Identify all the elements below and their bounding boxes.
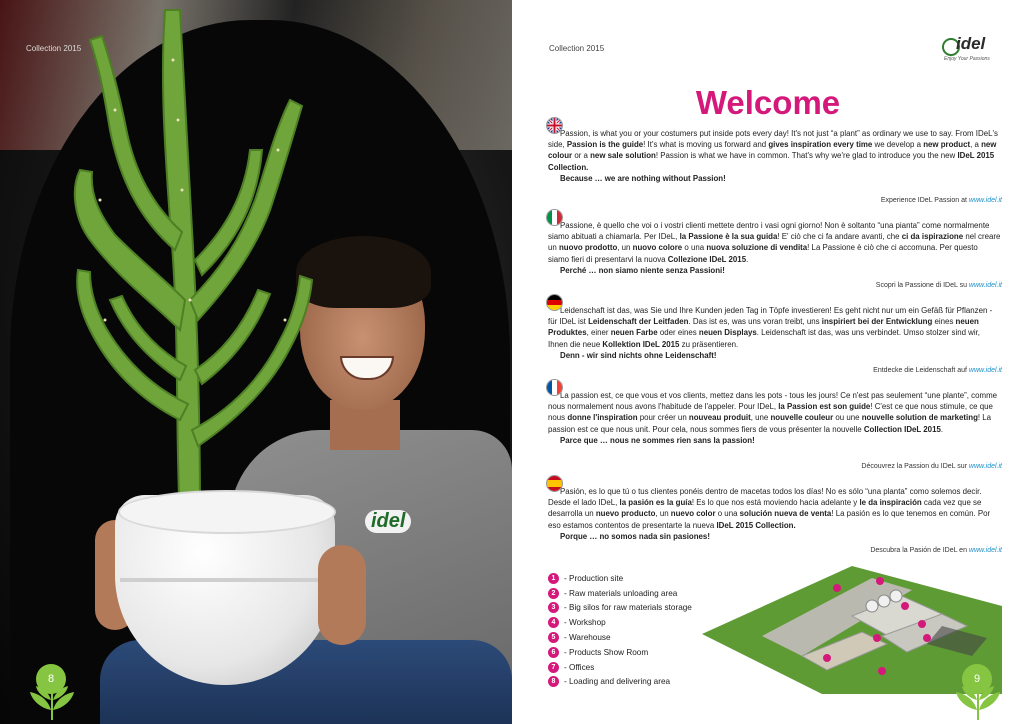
map-marker xyxy=(833,584,841,592)
link-label: Descubra la Pasión de IDeL en xyxy=(870,547,967,554)
link-label: Experience IDeL Passion at xyxy=(880,197,967,204)
legend-item xyxy=(548,630,692,645)
section-english xyxy=(548,128,1001,184)
legend-label: - Workshop xyxy=(564,618,606,628)
section-closing: Porque … no somos nada sin pasiones! xyxy=(560,531,710,541)
page-number-left xyxy=(28,660,74,720)
germany-flag-icon xyxy=(546,294,563,311)
section-closing: Perché … non siamo niente senza Passioni! xyxy=(560,265,725,275)
cactus-plant xyxy=(30,0,330,520)
website-link[interactable]: www.idel.it xyxy=(968,463,1002,470)
page-number-badge: 9 xyxy=(962,664,992,694)
section-link-spanish xyxy=(870,547,1002,554)
legend-item xyxy=(548,601,692,616)
legend-label: - Production site xyxy=(564,573,624,583)
italy-flag-icon xyxy=(546,209,563,226)
page-title: Welcome xyxy=(695,84,841,121)
map-marker xyxy=(918,620,926,628)
website-link[interactable]: www.idel.it xyxy=(968,282,1002,289)
legend-number-badge: 6 xyxy=(548,647,559,658)
section-link-french xyxy=(861,463,1002,470)
pot-rim xyxy=(118,490,336,534)
legend-number-badge: 7 xyxy=(548,662,559,673)
legend-item xyxy=(548,675,692,690)
legend-number-badge: 8 xyxy=(548,676,559,687)
website-link[interactable]: www.idel.it xyxy=(968,547,1002,554)
shirt-logo: idel xyxy=(365,510,411,533)
legend-item xyxy=(548,660,692,675)
map-marker xyxy=(823,654,831,662)
section-paragraph: La passion est, ce que vous et vos clients, mettez dans les pots - tous les jours! Ce n'est pas seulement “une plante”, comme nous normalement nous avons l'habitude de l'appeler. Pour IDeL, la Passion est son guide! C'est ce que nous stimule, ce que nous donne l'inspiration pour créer un nouveau produit, une nouvelle couleur ou une nouvelle solution de marketing! La passion est ce que nous unit. Pour cela, nous sommes fiers de vous présenter la nouvelle Collection IDeL 2015. xyxy=(548,391,998,434)
section-german xyxy=(548,305,1001,361)
silo-shape xyxy=(878,595,890,607)
section-closing: Denn - wir sind nichts ohne Leidenschaft! xyxy=(560,350,717,360)
legend-number-badge: 2 xyxy=(548,588,559,599)
link-label: Entdecke die Leidenschaft auf xyxy=(873,367,967,374)
section-link-italian xyxy=(876,282,1002,289)
uk-flag-icon xyxy=(546,117,563,134)
section-paragraph: Passione, è quello che voi o i vostri clienti mettete dentro i vasi ogni giorno! Non è soltanto “una pianta” come normalmente siamo abituati a chiamarla. Per IDeL, la Passione è la sua guida! E' ciò che ci fa andare avanti, che ci da ispirazione nel creare un nuovo prodotto, un nuovo colore o una nuova soluzione di vendita! La Passione è ciò che ci accomuna. Per questo siamo fieri di presentarvi la nuova Collezione IDeL 2015. xyxy=(548,221,1001,264)
legend-item xyxy=(548,615,692,630)
left-page-header: Collection 2015 xyxy=(26,44,82,53)
brand-name: idel xyxy=(956,34,986,53)
map-marker xyxy=(878,667,886,675)
section-french xyxy=(548,390,1001,446)
legend-number-badge: 1 xyxy=(548,573,559,584)
section-link-english xyxy=(881,197,1002,204)
brand-tagline: Enjoy Your Passions xyxy=(944,56,990,62)
legend-item xyxy=(548,571,692,586)
legend-label: - Offices xyxy=(564,662,595,672)
silo-shape xyxy=(866,600,878,612)
section-paragraph: Pasión, es lo que tú o tus clientes ponéis dentro de macetas todos los días! No es sólo “una planta” como solemos decir. Desde el lado IDeL, la pasión es la guía! Es lo que nos está moviendo hacia adelante y le da inspiración cada vez que se desarrolla un nuevo producto, un nuevo color o una solución nueva de venta! La pasión es lo que tenemos en común. Por eso estamos contentos de presentarte la nueva IDeL 2015 Collection. xyxy=(548,487,991,530)
map-marker xyxy=(901,602,909,610)
france-flag-icon xyxy=(546,379,563,396)
site-legend xyxy=(548,571,692,689)
link-label: Découvrez la Passion du IDeL sur xyxy=(861,463,967,470)
page-number-badge: 8 xyxy=(36,664,66,694)
person-right-hand xyxy=(318,545,366,645)
spain-flag-icon xyxy=(546,475,563,492)
map-marker xyxy=(923,634,931,642)
link-label: Scopri la Passione di IDeL su xyxy=(875,282,967,289)
silo-shape xyxy=(890,590,902,602)
legend-item xyxy=(548,645,692,660)
website-link[interactable]: www.idel.it xyxy=(968,197,1002,204)
legend-number-badge: 4 xyxy=(548,617,559,628)
legend-number-badge: 3 xyxy=(548,602,559,613)
website-link[interactable]: www.idel.it xyxy=(968,367,1002,374)
pot-band xyxy=(120,578,330,582)
section-closing: Parce que … nous ne sommes rien sans la passion! xyxy=(560,435,755,445)
section-paragraph: Passion, is what you or your costumers put inside pots every day! It's not just “a plant” as ordinary we use to say. From IDeL's side, Passion is the guide! It's what is moving us forward and gives inspiration every time we develop a new product, a new colour or a new sale solution! Passion is what we have in common. That's why we're glad to introduce you the new IDeL 2015 Collection. xyxy=(548,129,998,172)
map-marker xyxy=(873,634,881,642)
legend-label: - Warehouse xyxy=(564,633,611,643)
right-page xyxy=(512,0,1024,724)
right-page-header: Collection 2015 xyxy=(549,44,605,53)
legend-label: - Products Show Room xyxy=(564,647,649,657)
map-marker xyxy=(876,577,884,585)
section-paragraph: Leidenschaft ist das, was Sie und Ihre Kunden jeden Tag in Töpfe investieren! Es geht nicht nur um ein Gefäß für Pflanzen - für IDeL ist Leidenschaft der Leitfaden. Das ist es, was uns voran treibt, uns inspiriert bei der Entwicklung eines neuen Produktes, einer neuen Farbe oder eines neuen Displays. Leidenschaft ist das, was uns verbindet. Umso stolzer sind wir, Ihnen die neue Kollektion IDeL 2015 zu präsentieren. xyxy=(548,306,993,349)
section-spanish xyxy=(548,486,1001,542)
legend-label: - Loading and delivering area xyxy=(564,677,671,687)
section-closing: Because … we are nothing without Passion! xyxy=(560,173,726,183)
section-link-german xyxy=(873,367,1002,374)
legend-item xyxy=(548,586,692,601)
legend-label: - Big silos for raw materials storage xyxy=(564,603,692,613)
brand-logo xyxy=(942,34,1004,64)
legend-label: - Raw materials unloading area xyxy=(564,588,678,598)
page-number-right xyxy=(954,660,1000,720)
section-italian xyxy=(548,220,1001,276)
legend-number-badge: 5 xyxy=(548,632,559,643)
